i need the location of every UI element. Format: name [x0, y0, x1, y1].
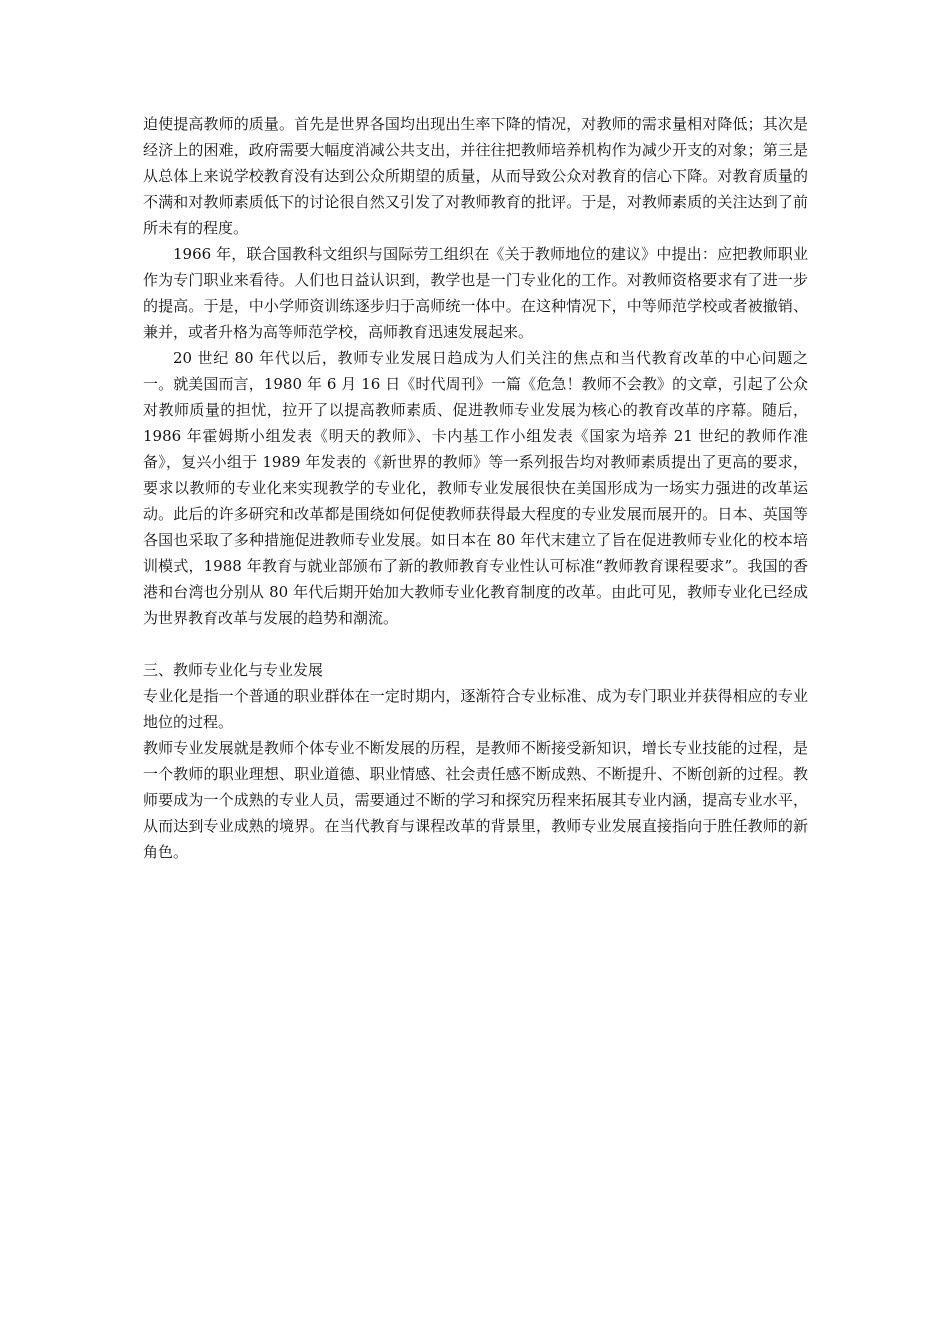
paragraph-2: 1966 年，联合国教科文组织与国际劳工组织在《关于教师地位的建议》中提出：应把教师职业作为专门职业来看待。人们也日益认识到，教学也是一门专业化的工作。对教师资格要求有了进一步的提高。于是，中小学师资训练逐步归于高师统一体中。在这种情况下，中等师范学校或者被撤销、兼并，或者升格为高等师范学校，高师教育迅速发展起来。 — [143, 245, 808, 341]
paragraph-5: 教师专业发展就是教师个体专业不断发展的历程，是教师不断接受新知识，增长专业技能的过程，是一个教师的职业理想、职业道德、职业情感、社会责任感不断成熟、不断提升、不断创新的过程。教师要成为一个成熟的专业人员，需要通过不断的学习和探究历程来拓展其专业内涵，提高专业水平，从而达到专业成熟的境界。在当代教育与课程改革的背景里，教师专业发展直接指向于胜任教师的新角色。 — [143, 739, 808, 861]
paragraph-3: 20 世纪 80 年代以后，教师专业发展日趋成为人们关注的焦点和当代教育改革的中心问题之一。就美国而言，1980 年 6 月 16 日《时代周刊》一篇《危急！教师不会教》的文章，引起了公众对教师质量的担忧，拉开了以提高教师素质、促进教师专业发展为核心的教育改革的序幕。随后，1986 年霍姆斯小组发表《明天的教师》、卡内基工作小组发表《国家为培养 21 世纪的教师作准备》，复兴小组于 1989 年发表的《新世界的教师》等一系列报告均对教师素质提出了更高的要求，要求以教师的专业化来实现教学的专业化，教师专业发展很快在美国形成为一场实力强进的改革运动。此后的许多研究和改革都是围绕如何促使教师获得最大程度的专业发展而展开的。日本、英国等各国也采取了多种措施促进教师专业发展。如日本在 80 年代末建立了旨在促进教师专业化的校本培训模式，1988 年教育与就业部颁布了新的教师教育专业性认可标准“教师教育课程要求”。我国的香港和台湾也分别从 80 年代后期开始加大教师专业化教育制度的改革。由此可见，教师专业化已经成为世界教育改革与发展的趋势和潮流。 — [143, 349, 808, 627]
paragraph-4: 专业化是指一个普通的职业群体在一定时期内，逐渐符合专业标准、成为专门职业并获得相应的专业地位的过程。 — [143, 687, 808, 731]
paragraph-1: 迫使提高教师的质量。首先是世界各国均出现出生率下降的情况，对教师的需求量相对降低；其次是经济上的困难，政府需要大幅度消减公共支出，并往往把教师培养机构作为减少开支的对象；第三是从总体上来说学校教育没有达到公众所期望的质量，从而导致公众对教育的信心下降。对教育质量的不满和对教师素质低下的讨论很自然又引发了对教师教育的批评。于是，对教师素质的关注达到了前所未有的程度。 — [143, 115, 808, 237]
section-gap — [143, 631, 808, 657]
section-heading: 三、教师专业化与专业发展 — [143, 661, 324, 679]
document-page — [143, 111, 808, 865]
